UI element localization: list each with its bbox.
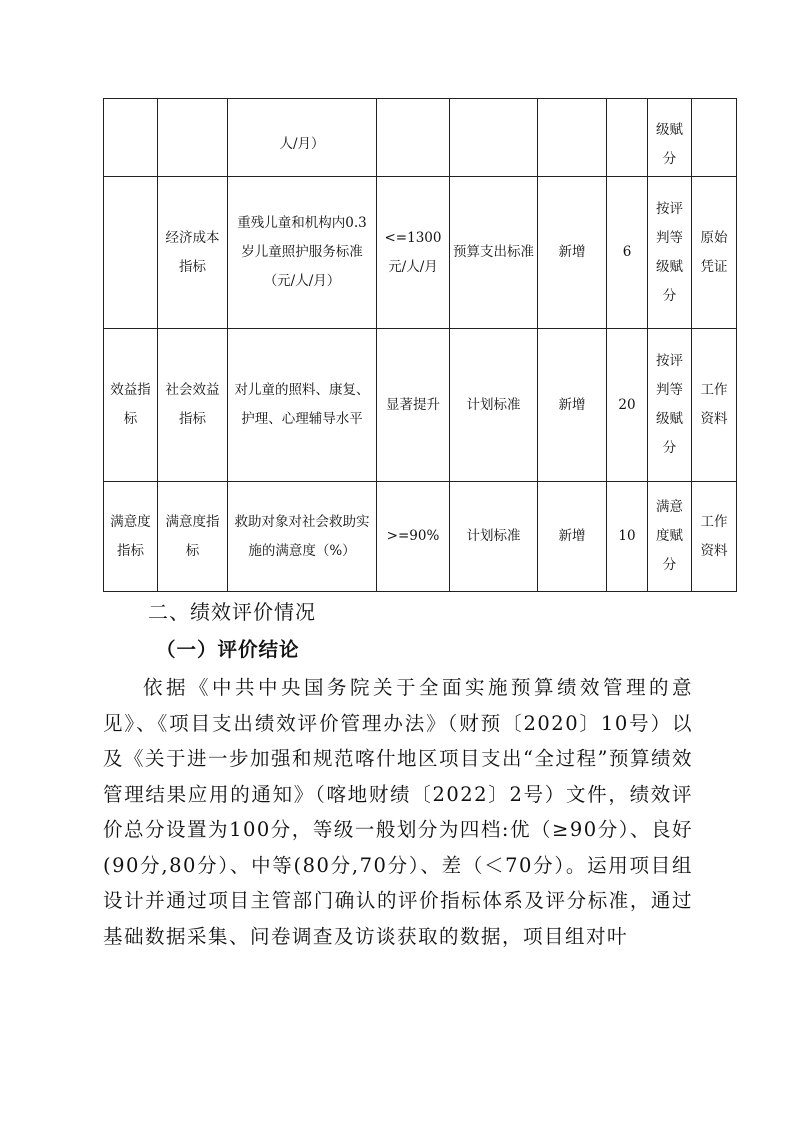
table-row xyxy=(104,329,737,482)
weight-cell: 20 xyxy=(607,329,648,482)
standard-cell xyxy=(450,99,538,177)
table-row xyxy=(104,482,737,592)
target-value-cell: >=90% xyxy=(377,482,450,592)
type-cell xyxy=(538,99,607,177)
evidence-cell: 原始凭证 xyxy=(692,177,737,329)
primary-indicator-cell xyxy=(104,99,158,177)
tertiary-indicator-cell: 人/月） xyxy=(228,99,377,177)
secondary-indicator-cell: 社会效益指标 xyxy=(158,329,228,482)
type-cell: 新增 xyxy=(538,329,607,482)
scoring-method-cell: 满意度赋分 xyxy=(648,482,692,592)
secondary-indicator-cell: 满意度指标 xyxy=(158,482,228,592)
scoring-method-cell: 级赋分 xyxy=(648,99,692,177)
target-value-cell xyxy=(377,99,450,177)
type-cell: 新增 xyxy=(538,482,607,592)
tertiary-indicator-cell: 对儿童的照料、康复、护理、心理辅导水平 xyxy=(228,329,377,482)
standard-cell: 预算支出标准 xyxy=(450,177,538,329)
scoring-method-cell: 按评判等级赋分 xyxy=(648,329,692,482)
type-cell: 新增 xyxy=(538,177,607,329)
primary-indicator-cell xyxy=(104,177,158,329)
evidence-cell: 工作资料 xyxy=(692,482,737,592)
weight-cell xyxy=(607,99,648,177)
scoring-method-cell: 按评判等级赋分 xyxy=(648,177,692,329)
weight-cell: 10 xyxy=(607,482,648,592)
secondary-indicator-cell: 经济成本指标 xyxy=(158,177,228,329)
body-paragraph: 依据《中共中央国务院关于全面实施预算绩效管理的意见》、《项目支出绩效评价管理办法》（财预〔2020〕10号）以及《关于进一步加强和规范喀什地区项目支出“全过程”预算绩效管理结果应用的通知》（喀地财绩〔2022〕2号）文件，绩效评价总分设置为100分，等级一般划分为四档:优（≥90分）、良好(90分,80分）、中等(80分,70分）、差（＜70分）。运用项目组设计并通过项目主管部门确认的评价指标体系及评分标准，通过基础数据采集、问卷调查及访谈获取的数据，项目组对叶 xyxy=(103,676,693,948)
tertiary-indicator-cell: 重残儿童和机构内0.3岁儿童照护服务标准（元/人/月） xyxy=(228,177,377,329)
evidence-cell: 工作资料 xyxy=(692,329,737,482)
tertiary-indicator-cell: 救助对象对社会救助实施的满意度（%） xyxy=(228,482,377,592)
section-heading: 二、绩效评价情况 xyxy=(148,600,316,624)
weight-cell: 6 xyxy=(607,177,648,329)
evidence-cell xyxy=(692,99,737,177)
table-row xyxy=(104,99,737,177)
table-row xyxy=(104,177,737,329)
primary-indicator-cell: 满意度指标 xyxy=(104,482,158,592)
target-value-cell: 显著提升 xyxy=(377,329,450,482)
performance-metrics-table xyxy=(103,98,737,592)
standard-cell: 计划标准 xyxy=(450,482,538,592)
standard-cell: 计划标准 xyxy=(450,329,538,482)
target-value-cell: <=1300元/人/月 xyxy=(377,177,450,329)
subsection-heading: （一）评价结论 xyxy=(156,638,300,661)
secondary-indicator-cell xyxy=(158,99,228,177)
primary-indicator-cell: 效益指标 xyxy=(104,329,158,482)
